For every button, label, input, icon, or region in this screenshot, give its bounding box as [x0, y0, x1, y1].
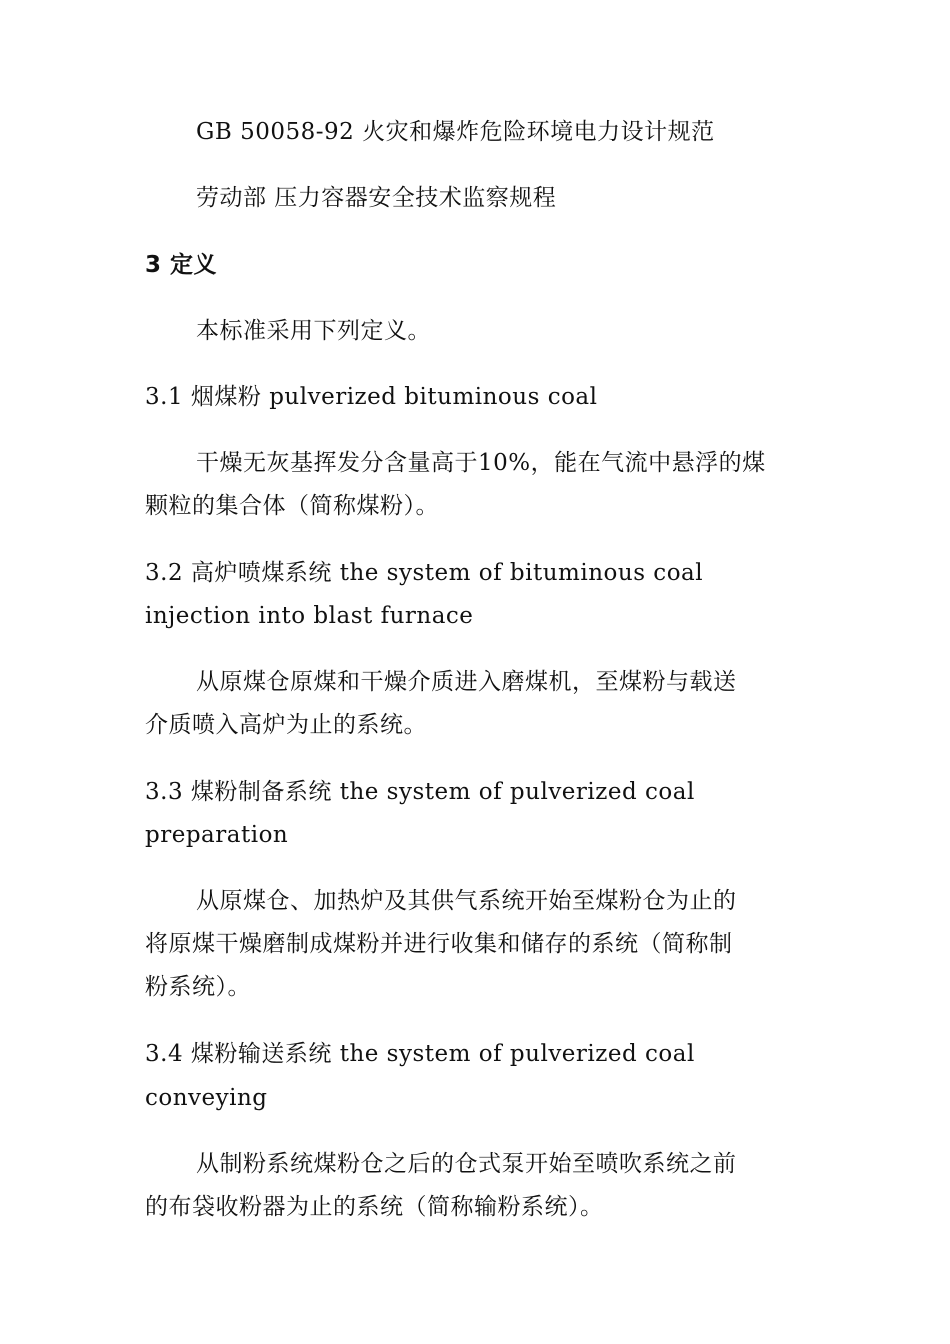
definition-body: 将原煤干燥磨制成煤粉并进行收集和储存的系统（简称制 [145, 931, 733, 957]
definition-body: 粉系统）。 [145, 974, 251, 1000]
definition-body: 干燥无灰基挥发分含量高于10%，能在气流中悬浮的煤 [196, 450, 766, 476]
section-intro: 本标准采用下列定义。 [196, 318, 431, 344]
definition-term-continuation: conveying [145, 1085, 268, 1111]
section-heading: 3 定义 [145, 252, 218, 278]
definition-term-continuation: injection into blast furnace [145, 603, 474, 629]
reference-line: 劳动部 压力容器安全技术监察规程 [196, 185, 557, 211]
definition-body: 从制粉系统煤粉仓之后的仓式泵开始至喷吹系统之前 [196, 1151, 737, 1177]
definition-term: 3.4 煤粉输送系统 the system of pulverized coal [145, 1041, 695, 1067]
definition-body: 从原煤仓原煤和干燥介质进入磨煤机，至煤粉与载送 [196, 669, 737, 695]
definition-body: 颗粒的集合体（简称煤粉）。 [145, 493, 439, 519]
definition-term: 3.2 高炉喷煤系统 the system of bituminous coal [145, 560, 704, 586]
definition-body: 从原煤仓、加热炉及其供气系统开始至煤粉仓为止的 [196, 888, 737, 914]
definition-term: 3.3 煤粉制备系统 the system of pulverized coal [145, 779, 695, 805]
definition-body: 介质喷入高炉为止的系统。 [145, 712, 427, 738]
reference-line: GB 50058-92 火灾和爆炸危险环境电力设计规范 [196, 119, 715, 145]
definition-body: 的布袋收粉器为止的系统（简称输粉系统）。 [145, 1194, 604, 1220]
definition-term: 3.1 烟煤粉 pulverized bituminous coal [145, 384, 598, 410]
definition-term-continuation: preparation [145, 822, 289, 848]
